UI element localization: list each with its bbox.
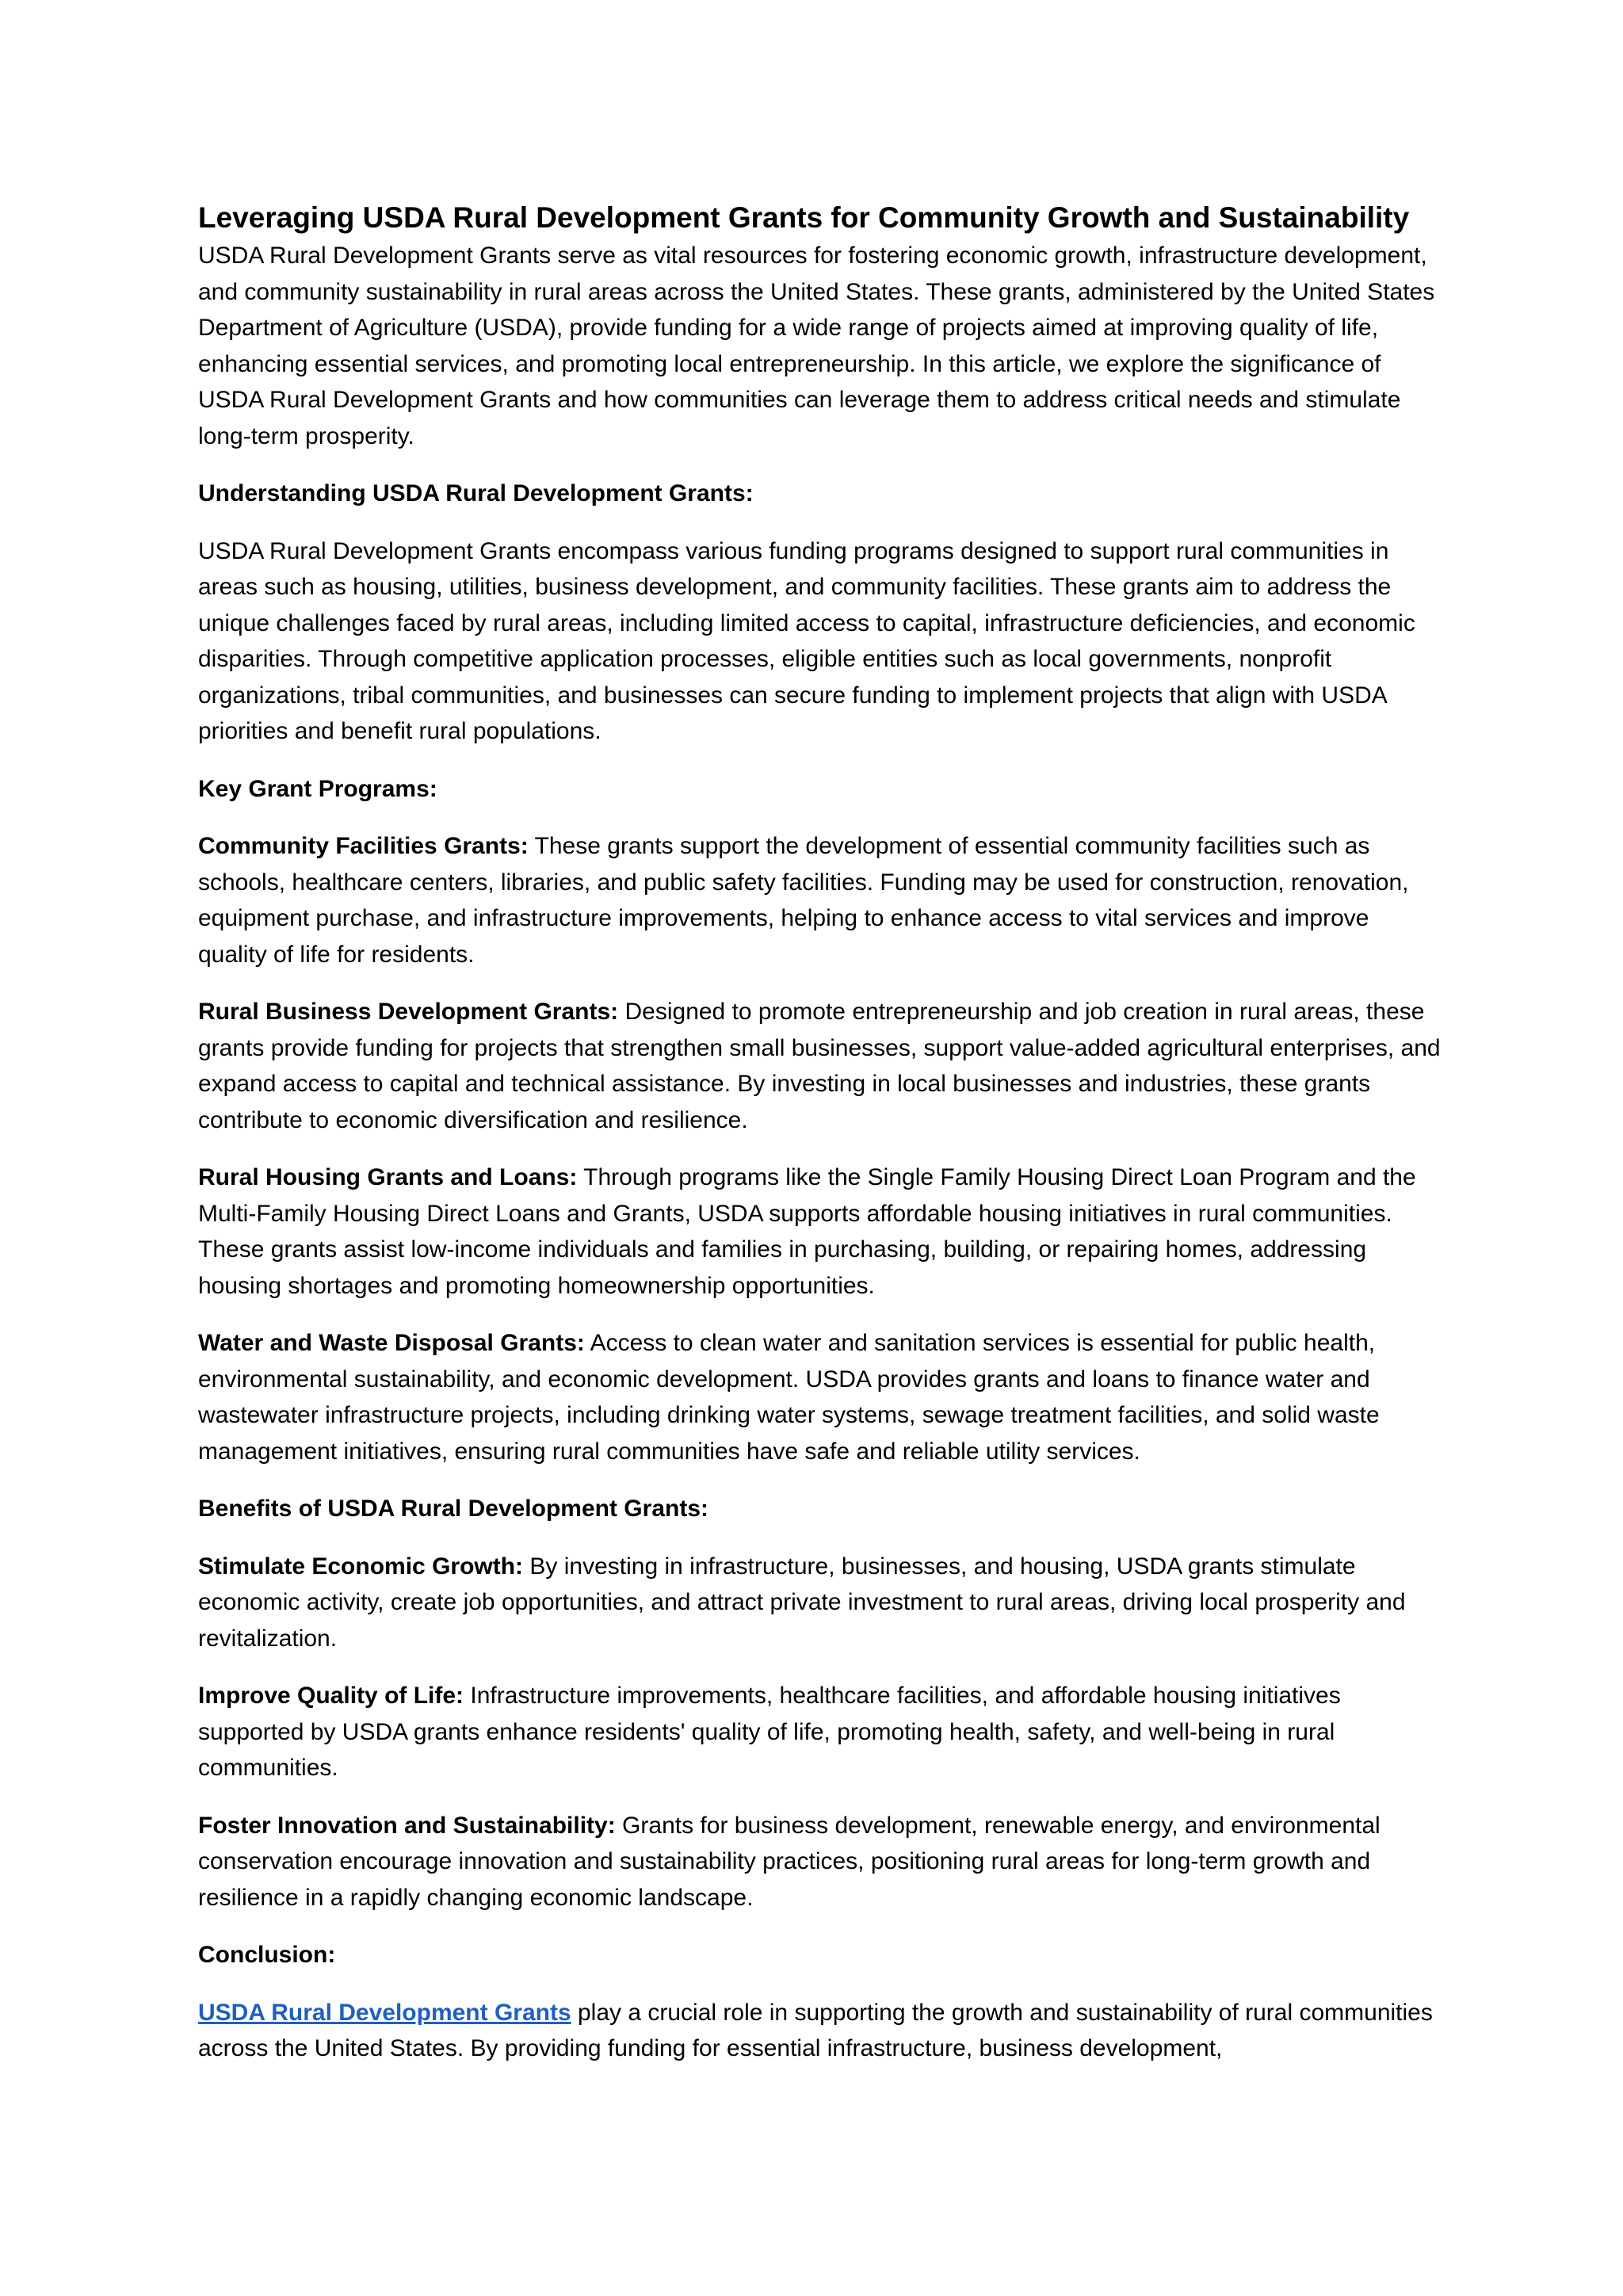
article-title: Leveraging USDA Rural Development Grants for Community Growth and Sustainability — [198, 201, 1410, 234]
benefit-term: Improve Quality of Life: — [198, 1683, 464, 1709]
program-text: Designed to promote entrepreneurship and job creation in rural areas, these grants provide funding for projects that strengthen small businesses, support value-added agricultural enterprises, and expand access to capital and technical assistance. By investing in local businesses and industries, these grants contribute to economic diversification and resilience. — [198, 999, 1441, 1133]
program-term: Water and Waste Disposal Grants: — [198, 1330, 585, 1356]
benefit-term: Stimulate Economic Growth: — [198, 1553, 524, 1580]
usda-grants-link[interactable]: USDA Rural Development Grants — [198, 1999, 571, 2026]
program-community-facilities — [198, 828, 1442, 972]
benefit-economic-growth — [198, 1549, 1442, 1657]
program-rural-housing — [198, 1159, 1442, 1304]
document-page — [198, 198, 1442, 2088]
program-rural-business — [198, 994, 1442, 1138]
program-term: Rural Business Development Grants: — [198, 999, 619, 1025]
intro-paragraph: USDA Rural Development Grants serve as vital resources for fostering economic growth, infrastructure development, and community sustainability in rural areas across the United States. These grants, administered by the United States Department of Agriculture (USDA), provide funding for a wide range of projects aimed at improving quality of life, enhancing essential services, and promoting local entrepreneurship. In this article, we explore the significance of USDA Rural Development Grants and how communities can leverage them to address critical needs and stimulate long-term prosperity. — [198, 243, 1435, 449]
program-water-waste — [198, 1325, 1442, 1469]
understanding-paragraph: USDA Rural Development Grants encompass various funding programs designed to support rural communities in areas such as housing, utilities, business development, and community facilities. These grants aim to address the unique challenges faced by rural areas, including limited access to capital, infrastructure deficiencies, and economic disparities. Through competitive application processes, eligible entities such as local governments, nonprofit organizations, tribal communities, and businesses can secure funding to implement projects that align with USDA priorities and benefit rural populations. — [198, 537, 1415, 744]
section-heading-conclusion: Conclusion: — [198, 1942, 336, 1968]
section-heading-understanding: Understanding USDA Rural Development Grants: — [198, 480, 754, 506]
conclusion-text: play a crucial role in supporting the growth and sustainability of rural communities across the United States. By providing funding for essential infrastructure, business development, — [198, 1999, 1433, 2061]
program-text: Through programs like the Single Family Housing Direct Loan Program and the Multi-Family Housing Direct Loans and Grants, USDA supports affordable housing initiatives in rural communities. These grants assist low-income individuals and families in purchasing, building, or repairing homes, addressing housing shortages and promoting homeownership opportunities. — [198, 1164, 1416, 1299]
program-text: Access to clean water and sanitation services is essential for public health, environmental sustainability, and economic development. USDA provides grants and loans to finance water and wastewater infrastructure projects, including drinking water systems, sewage treatment facilities, and solid waste management initiatives, ensuring rural communities have safe and reliable utility services. — [198, 1330, 1380, 1465]
benefit-text: Grants for business development, renewable energy, and environmental conservation encourage innovation and sustainability practices, positioning rural areas for long-term growth and resilience in a rapidly changing economic landscape. — [198, 1812, 1381, 1911]
program-term: Rural Housing Grants and Loans: — [198, 1164, 578, 1190]
program-text: These grants support the development of essential community facilities such as schools, healthcare centers, libraries, and public safety facilities. Funding may be used for construction, renovation, equipment purchase, and infrastructure improvements, helping to enhance access to vital services and improve quality of life for residents. — [198, 833, 1409, 968]
benefit-text: By investing in infrastructure, businesses, and housing, USDA grants stimulate economic activity, create job opportunities, and attract private investment to rural areas, driving local prosperity and revitalization. — [198, 1553, 1406, 1652]
program-term: Community Facilities Grants: — [198, 833, 529, 859]
section-heading-programs: Key Grant Programs: — [198, 775, 437, 802]
benefit-quality-of-life — [198, 1678, 1442, 1786]
conclusion-paragraph — [198, 1995, 1442, 2067]
benefit-text: Infrastructure improvements, healthcare facilities, and affordable housing initiatives supported by USDA grants enhance residents' quality of life, promoting health, safety, and well-being in rural communities. — [198, 1683, 1341, 1781]
section-heading-benefits: Benefits of USDA Rural Development Grants: — [198, 1496, 708, 1522]
benefit-innovation — [198, 1808, 1442, 1916]
benefit-term: Foster Innovation and Sustainability: — [198, 1812, 616, 1839]
